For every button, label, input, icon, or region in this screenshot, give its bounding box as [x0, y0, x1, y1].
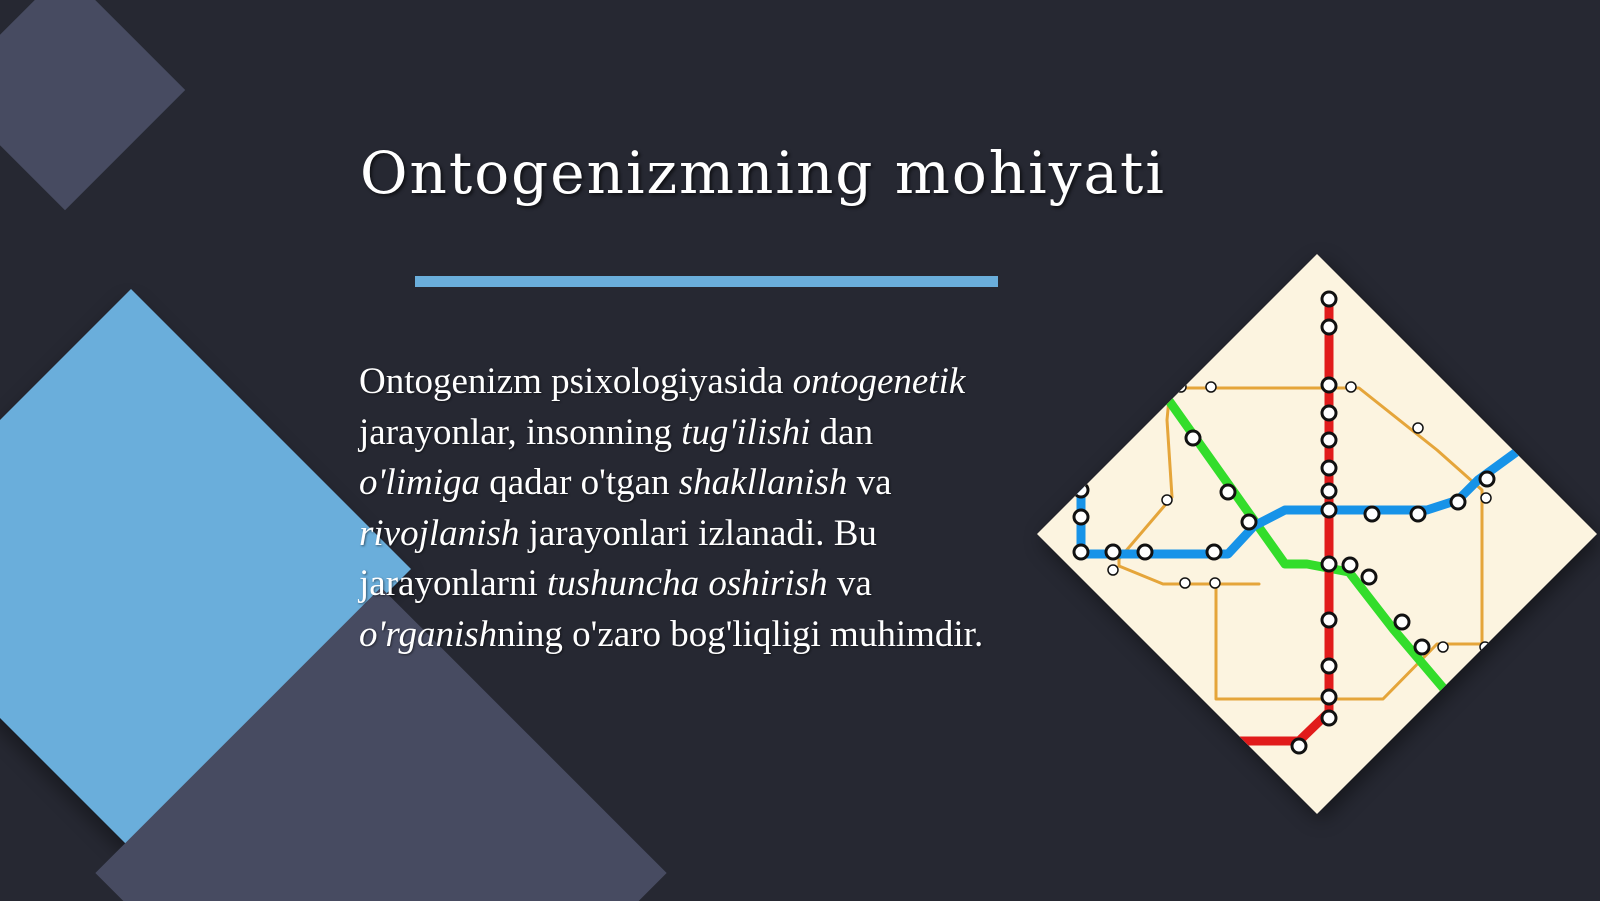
body-emphasis: tushuncha oshirish	[547, 563, 828, 604]
metro-map-icon	[1037, 254, 1597, 814]
decorative-diamond-top	[0, 0, 185, 210]
body-line	[359, 610, 1059, 661]
metro-map-illustration	[1037, 254, 1597, 814]
body-text-run: va	[827, 563, 872, 604]
body-emphasis: o'limiga	[359, 462, 480, 503]
slide-title: Ontogenizmning mohiyati	[360, 139, 1166, 207]
body-emphasis: tug'ilishi	[681, 411, 811, 453]
body-text-run: jarayonlar, insonning	[359, 411, 682, 453]
body-text-run: dan	[810, 411, 874, 453]
body-text-run: va	[847, 462, 892, 503]
map-background	[1037, 254, 1597, 814]
body-line	[359, 408, 1059, 459]
body-text-run: qadar o'tgan	[479, 462, 679, 503]
title-divider	[415, 276, 998, 287]
body-line	[359, 509, 1059, 560]
body-emphasis: ontogenetik	[792, 361, 966, 402]
body-line	[359, 458, 1059, 509]
body-text-run: jarayonlari izlanadi. Bu	[519, 512, 877, 554]
body-emphasis: o'rganish	[359, 613, 498, 655]
body-emphasis: rivojlanish	[359, 512, 520, 554]
body-emphasis: shakllanish	[678, 462, 848, 503]
body-line	[359, 559, 1059, 610]
body-text-run: Ontogenizm psixologiyasida	[359, 361, 793, 402]
body-text-run: ning o'zaro bog'liqligi muhimdir.	[497, 613, 984, 655]
body-text-run: jarayonlarni	[359, 563, 547, 604]
body-line	[359, 357, 1059, 408]
body-paragraph	[359, 357, 1059, 660]
